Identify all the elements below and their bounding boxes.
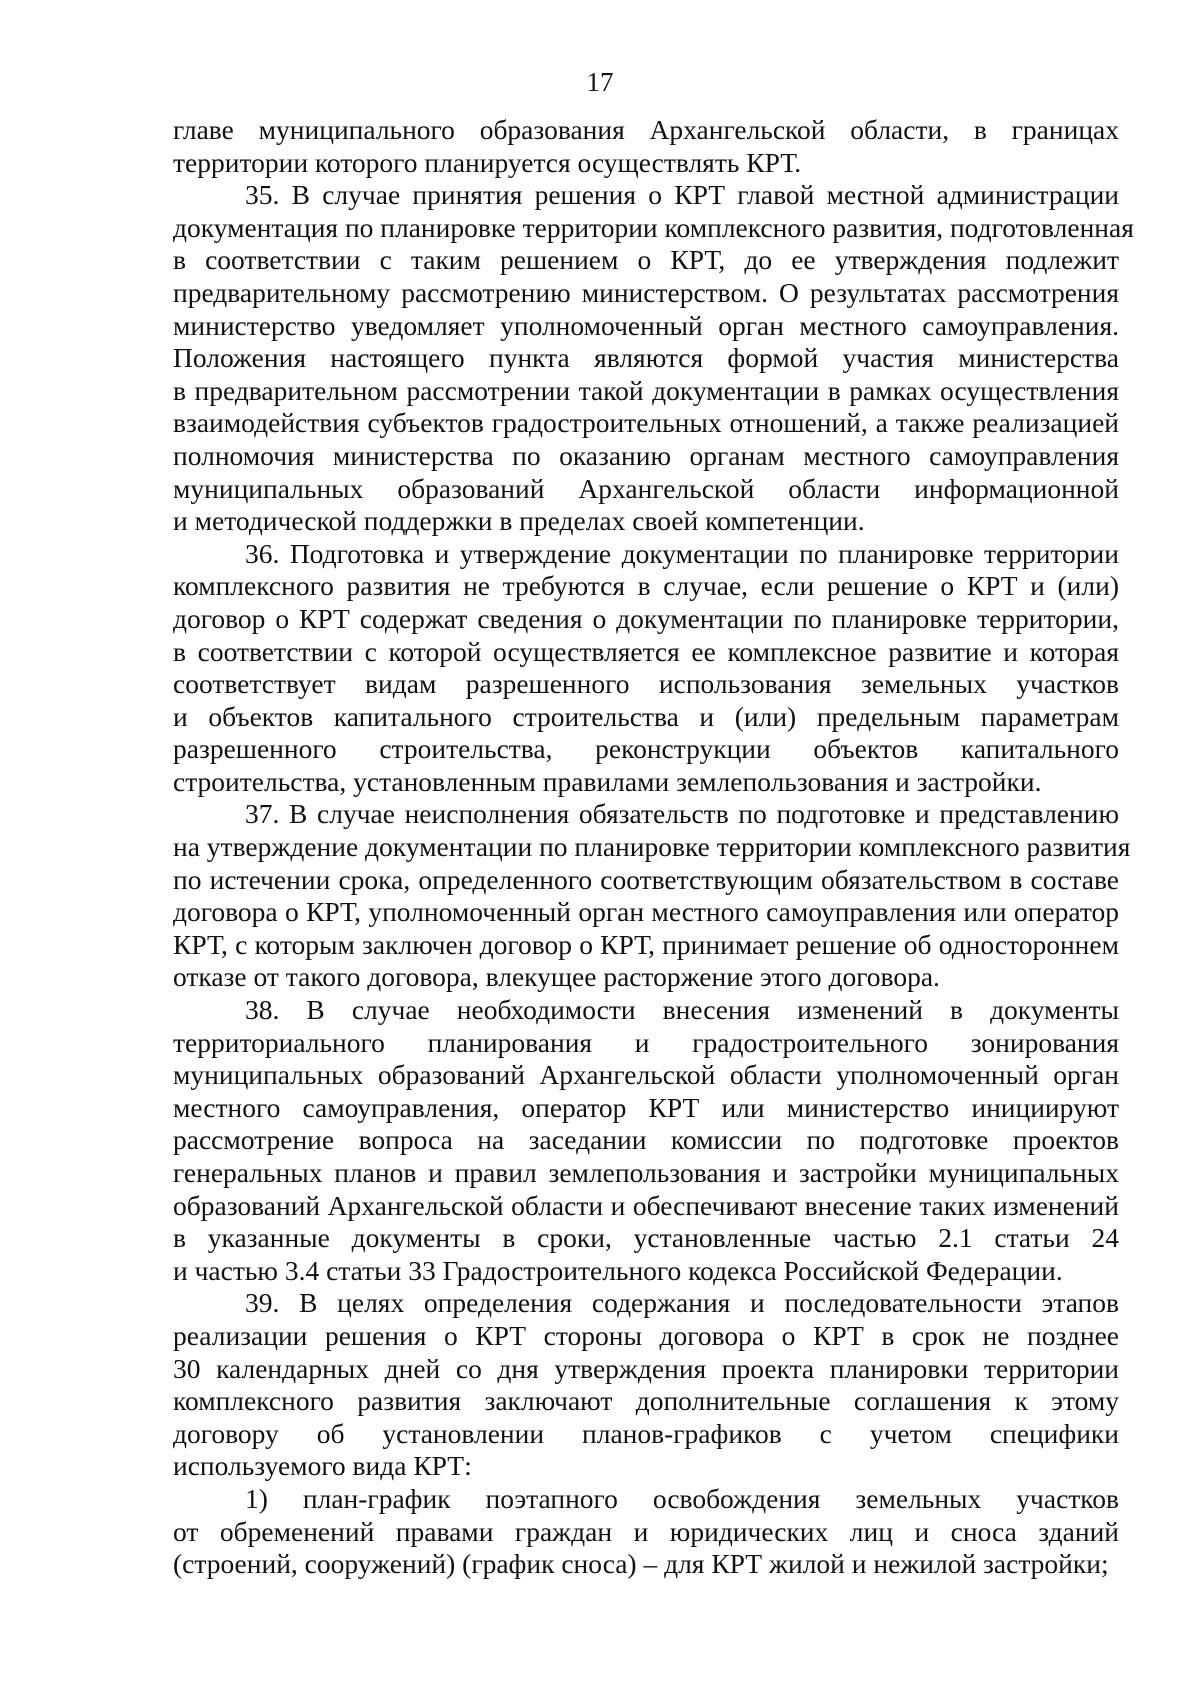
- text-line: строительства, установленным правилами землепользования и застройки.: [173, 765, 1042, 797]
- text-line: рассмотрение вопроса на заседании комиссии по подготовке проектов: [173, 1124, 1119, 1156]
- paragraph-first-line: 1) план-график поэтапного освобождения земельных участков: [245, 1482, 1119, 1514]
- document-body: [173, 114, 1134, 1581]
- text-line: территории которого планируется осуществлять КРТ.: [173, 146, 802, 178]
- paragraph-first-line: 39. В целях определения содержания и последовательности этапов: [245, 1287, 1119, 1319]
- text-line: используемого вида КРТ:: [173, 1450, 472, 1482]
- text-line: в указанные документы в сроки, установленные частью 2.1 статьи 24: [173, 1222, 1119, 1254]
- text-line: Положения настоящего пункта являются формой участия министерства: [173, 342, 1119, 374]
- paragraph-first-line: 35. В случае принятия решения о КРТ главой местной администрации: [245, 179, 1119, 211]
- text-line: муниципальных образований Архангельской области уполномоченный орган: [173, 1059, 1119, 1091]
- text-line: и частью 3.4 статьи 33 Градостроительного кодекса Российской Федерации.: [173, 1254, 1063, 1286]
- text-line: договор о КРТ содержат сведения о документации по планировке территории,: [173, 602, 1119, 634]
- paragraph-first-line: 37. В случае неисполнения обязательств по подготовке и представлению: [245, 798, 1119, 830]
- text-line: 30 календарных дней со дня утверждения проекта планировки территории: [173, 1352, 1119, 1384]
- text-line: местного самоуправления, оператор КРТ или министерство инициируют: [173, 1091, 1119, 1123]
- text-line: полномочия министерства по оказанию органам местного самоуправления: [173, 439, 1119, 471]
- text-line: муниципальных образований Архангельской области информационной: [173, 472, 1119, 504]
- text-line: и объектов капитального строительства и (или) предельным параметрам: [173, 700, 1119, 732]
- text-line: (строений, сооружений) (график сноса) – для КРТ жилой и нежилой застройки;: [173, 1548, 1109, 1580]
- text-line: соответствует видам разрешенного использования земельных участков: [173, 668, 1119, 700]
- text-line: реализации решения о КРТ стороны договора о КРТ в срок не позднее: [173, 1319, 1119, 1351]
- text-line: комплексного развития не требуются в случае, если решение о КРТ и (или): [173, 570, 1119, 602]
- text-line: на утверждение документации по планировке территории комплексного развития: [173, 831, 1131, 863]
- text-line: предварительному рассмотрению министерством. О результатах рассмотрения: [173, 276, 1119, 308]
- text-line: КРТ, с которым заключен договор о КРТ, принимает решение об одностороннем: [173, 928, 1119, 960]
- text-line: территориального планирования и градостроительного зонирования: [173, 1026, 1119, 1058]
- text-line: в соответствии с таким решением о КРТ, до ее утверждения подлежит: [173, 244, 1119, 276]
- text-line: разрешенного строительства, реконструкции объектов капитального: [173, 733, 1119, 765]
- text-line: министерство уведомляет уполномоченный орган местного самоуправления.: [173, 309, 1119, 341]
- text-line: и методической поддержки в пределах своей компетенции.: [173, 505, 865, 537]
- text-line: отказе от такого договора, влекущее расторжение этого договора.: [173, 961, 940, 993]
- text-line: в предварительном рассмотрении такой документации в рамках осуществления: [173, 374, 1119, 406]
- text-line: взаимодействия субъектов градостроительных отношений, а также реализацией: [173, 407, 1119, 439]
- text-line: главе муниципального образования Архангельской области, в границах: [173, 114, 1119, 145]
- text-line: документация по планировке территории комплексного развития, подготовленная: [173, 211, 1134, 243]
- paragraph-first-line: 36. Подготовка и утверждение документации по планировке территории: [245, 537, 1119, 569]
- text-line: по истечении срока, определенного соответствующим обязательством в составе: [173, 863, 1119, 895]
- text-line: комплексного развития заключают дополнительные соглашения к этому: [173, 1385, 1119, 1417]
- paragraph-first-line: 38. В случае необходимости внесения изменений в документы: [245, 994, 1119, 1026]
- text-line: образований Архангельской области и обеспечивают внесение таких изменений: [173, 1189, 1119, 1221]
- page-number: 17: [586, 67, 614, 97]
- text-line: договору об установлении планов-графиков с учетом специфики: [173, 1417, 1119, 1449]
- text-line: генеральных планов и правил землепользования и застройки муниципальных: [173, 1157, 1119, 1188]
- text-line: от обременений правами граждан и юридических лиц и сноса зданий: [173, 1515, 1119, 1547]
- text-line: договора о КРТ, уполномоченный орган местного самоуправления или оператор: [173, 896, 1119, 928]
- text-line: в соответствии с которой осуществляется ее комплексное развитие и которая: [173, 635, 1119, 667]
